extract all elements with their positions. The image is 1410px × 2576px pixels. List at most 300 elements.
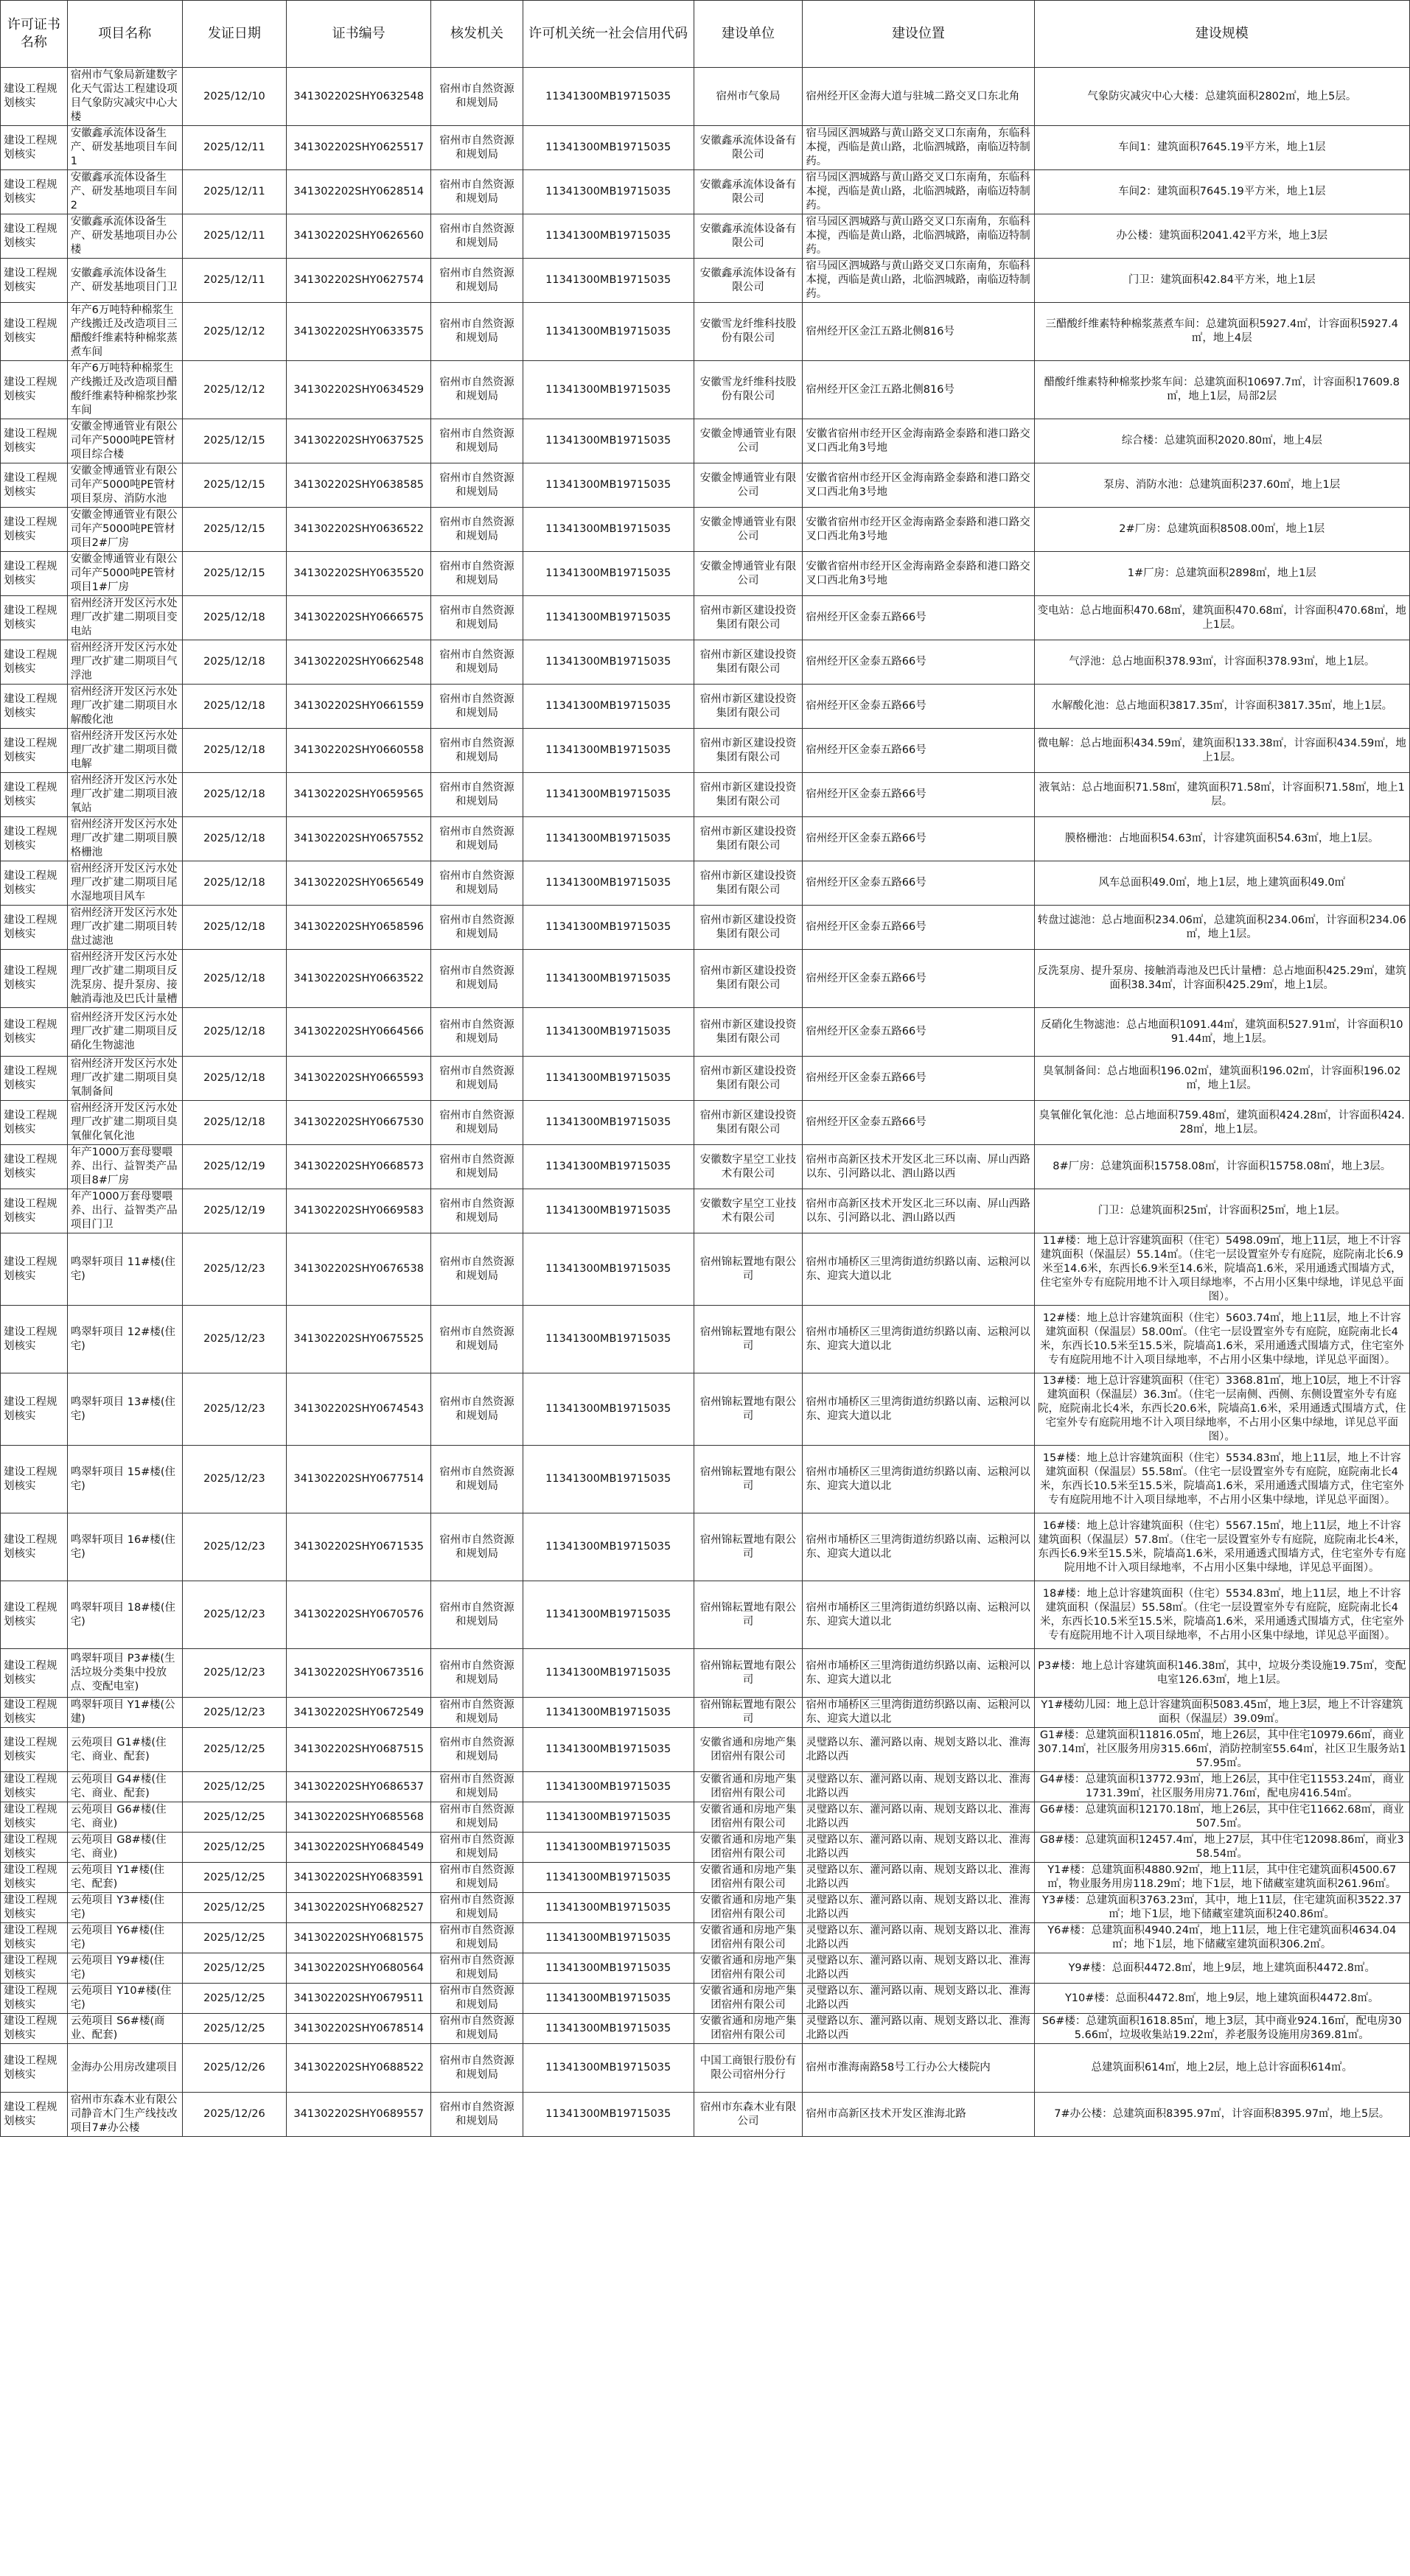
project-name-cell: 宿州经济开发区污水处理厂改扩建二期项目液氧站 [67, 773, 182, 817]
project-name-cell: 鸣翠轩项目 18#楼(住宅) [67, 1581, 182, 1649]
location-cell: 宿州市埇桥区三里湾街道纺织路以南、运粮河以东、迎宾大道以北 [803, 1698, 1034, 1728]
credit-code-cell: 11341300MB19715035 [523, 1446, 694, 1513]
project-name-cell: 云苑项目 Y10#楼(住宅) [67, 1984, 182, 2014]
project-name-cell: 安徽鑫承流体设备生产、研发基地项目办公楼 [67, 214, 182, 259]
scale-cell: 13#楼：地上总计容建筑面积（住宅）3368.81㎡，地上10层，地上不计容建筑面积（保温层）36.3㎡。（住宅一层南侧、西侧、东侧设置室外专有庭院，庭院南北长4米，东西长20.6米，院墙高1.6米，采用通透式围墙方式，住宅室外专有庭院用地不计入项目绿地率，不占用小区集中绿地，详见总平面图）。 [1034, 1373, 1409, 1446]
header-construction-unit: 建设单位 [694, 1, 803, 68]
table-row [1, 2044, 1410, 2093]
permit-type-cell: 建设工程规划核实 [1, 303, 68, 361]
construction-unit-cell: 安徽省通和房地产集团宿州有限公司 [694, 1953, 803, 1984]
issue-date-cell: 2025/12/23 [182, 1233, 286, 1306]
certificate-no-cell: 341302202SHY0625517 [287, 126, 431, 170]
issuing-authority-cell: 宿州市自然资源和规划局 [431, 1189, 523, 1233]
table-row [1, 1008, 1410, 1057]
issuing-authority-cell: 宿州市自然资源和规划局 [431, 640, 523, 685]
table-row [1, 861, 1410, 906]
credit-code-cell: 11341300MB19715035 [523, 1306, 694, 1373]
issuing-authority-cell: 宿州市自然资源和规划局 [431, 126, 523, 170]
issue-date-cell: 2025/12/25 [182, 1893, 286, 1923]
construction-unit-cell: 宿州锦耘置地有限公司 [694, 1513, 803, 1581]
credit-code-cell: 11341300MB19715035 [523, 419, 694, 463]
issue-date-cell: 2025/12/18 [182, 729, 286, 773]
issue-date-cell: 2025/12/11 [182, 170, 286, 214]
header-issue-date: 发证日期 [182, 1, 286, 68]
table-row [1, 1233, 1410, 1306]
construction-unit-cell: 宿州锦耘置地有限公司 [694, 1581, 803, 1649]
issuing-authority-cell: 宿州市自然资源和规划局 [431, 259, 523, 303]
permit-type-cell: 建设工程规划核实 [1, 1863, 68, 1893]
project-name-cell: 云苑项目 G8#楼(住宅、商业) [67, 1833, 182, 1863]
credit-code-cell: 11341300MB19715035 [523, 906, 694, 950]
table-row [1, 214, 1410, 259]
issue-date-cell: 2025/12/23 [182, 1446, 286, 1513]
construction-unit-cell: 安徽省通和房地产集团宿州有限公司 [694, 1984, 803, 2014]
permit-type-cell: 建设工程规划核实 [1, 1101, 68, 1145]
project-name-cell: 鸣翠轩项目 15#楼(住宅) [67, 1446, 182, 1513]
permit-type-cell: 建设工程规划核实 [1, 1923, 68, 1953]
issuing-authority-cell: 宿州市自然资源和规划局 [431, 1101, 523, 1145]
table-row [1, 1306, 1410, 1373]
credit-code-cell: 11341300MB19715035 [523, 552, 694, 596]
project-name-cell: 安徽鑫承流体设备生产、研发基地项目车间1 [67, 126, 182, 170]
issue-date-cell: 2025/12/12 [182, 303, 286, 361]
location-cell: 宿州经开区金泰五路66号 [803, 685, 1034, 729]
credit-code-cell: 11341300MB19715035 [523, 2014, 694, 2044]
certificate-no-cell: 341302202SHY0685568 [287, 1802, 431, 1833]
certificate-no-cell: 341302202SHY0669583 [287, 1189, 431, 1233]
scale-cell: 反硝化生物滤池：总占地面积1091.44㎡，建筑面积527.91㎡，计容面积1091.44㎡，地上1层。 [1034, 1008, 1409, 1057]
scale-cell: 12#楼：地上总计容建筑面积（住宅）5603.74㎡，地上11层，地上不计容建筑面积（保温层）58.00㎡。（住宅一层设置室外专有庭院，庭院南北长4米，东西长10.5米至15.5米，院墙高1.6米，采用通透式围墙方式，住宅室外专有庭院用地不计入项目绿地率，不占用小区集中绿地，详见总平面图）。 [1034, 1306, 1409, 1373]
location-cell: 宿马园区泗城路与黄山路交叉口东南角，东临科本搅，西临是黄山路，北临泗城路，南临迈特制药。 [803, 170, 1034, 214]
permit-type-cell: 建设工程规划核实 [1, 1233, 68, 1306]
scale-cell: 门卫：建筑面积42.84平方米，地上1层 [1034, 259, 1409, 303]
table-row [1, 596, 1410, 640]
project-name-cell: 鸣翠轩项目 12#楼(住宅) [67, 1306, 182, 1373]
credit-code-cell: 11341300MB19715035 [523, 1233, 694, 1306]
issuing-authority-cell: 宿州市自然资源和规划局 [431, 68, 523, 126]
permit-type-cell: 建设工程规划核实 [1, 1649, 68, 1698]
location-cell: 宿州市高新区技术开发区北三环以南、屏山西路以东、引河路以北、泗山路以西 [803, 1145, 1034, 1189]
construction-unit-cell: 安徽省通和房地产集团宿州有限公司 [694, 1863, 803, 1893]
credit-code-cell: 11341300MB19715035 [523, 1984, 694, 2014]
permit-type-cell: 建设工程规划核实 [1, 1446, 68, 1513]
issue-date-cell: 2025/12/18 [182, 1057, 286, 1101]
table-row [1, 685, 1410, 729]
location-cell: 宿马园区泗城路与黄山路交叉口东南角，东临科本搅，西临是黄山路，北临泗城路，南临迈特制药。 [803, 126, 1034, 170]
issuing-authority-cell: 宿州市自然资源和规划局 [431, 685, 523, 729]
project-name-cell: 年产6万吨特种棉浆生产线搬迁及改造项目三醋酸纤维素特种棉浆蒸煮车间 [67, 303, 182, 361]
scale-cell: 反洗泵房、提升泵房、接触消毒池及巴氏计量槽：总占地面积425.29㎡，建筑面积38.34㎡，计容面积425.29㎡，地上1层。 [1034, 950, 1409, 1008]
construction-unit-cell: 安徽省通和房地产集团宿州有限公司 [694, 1728, 803, 1772]
credit-code-cell: 11341300MB19715035 [523, 1101, 694, 1145]
issuing-authority-cell: 宿州市自然资源和规划局 [431, 419, 523, 463]
issuing-authority-cell: 宿州市自然资源和规划局 [431, 596, 523, 640]
table-row [1, 1145, 1410, 1189]
table-row [1, 463, 1410, 508]
project-name-cell: 宿州市气象局新建数字化天气雷达工程建设项目气象防灾减灾中心大楼 [67, 68, 182, 126]
location-cell: 宿州经开区金泰五路66号 [803, 950, 1034, 1008]
issuing-authority-cell: 宿州市自然资源和规划局 [431, 214, 523, 259]
issue-date-cell: 2025/12/18 [182, 685, 286, 729]
issue-date-cell: 2025/12/25 [182, 1833, 286, 1863]
project-name-cell: 云苑项目 Y6#楼(住宅) [67, 1923, 182, 1953]
permit-type-cell: 建设工程规划核实 [1, 1728, 68, 1772]
permit-type-cell: 建设工程规划核实 [1, 214, 68, 259]
location-cell: 宿州经开区金江五路北侧816号 [803, 303, 1034, 361]
permit-type-cell: 建设工程规划核实 [1, 596, 68, 640]
scale-cell: 综合楼：总建筑面积2020.80㎡，地上4层 [1034, 419, 1409, 463]
permit-type-cell: 建设工程规划核实 [1, 1306, 68, 1373]
table-row [1, 1101, 1410, 1145]
construction-unit-cell: 宿州市气象局 [694, 68, 803, 126]
issuing-authority-cell: 宿州市自然资源和规划局 [431, 1923, 523, 1953]
location-cell: 宿州经开区金泰五路66号 [803, 906, 1034, 950]
table-row [1, 1581, 1410, 1649]
permit-type-cell: 建设工程规划核实 [1, 463, 68, 508]
credit-code-cell: 11341300MB19715035 [523, 68, 694, 126]
location-cell: 宿州经开区金泰五路66号 [803, 640, 1034, 685]
construction-unit-cell: 宿州市新区建设投资集团有限公司 [694, 773, 803, 817]
table-row [1, 640, 1410, 685]
issue-date-cell: 2025/12/26 [182, 2044, 286, 2093]
permit-type-cell: 建设工程规划核实 [1, 1893, 68, 1923]
issue-date-cell: 2025/12/11 [182, 259, 286, 303]
project-name-cell: 宿州经济开发区污水处理厂改扩建二期项目臭氧制备间 [67, 1057, 182, 1101]
certificate-no-cell: 341302202SHY0627574 [287, 259, 431, 303]
issue-date-cell: 2025/12/18 [182, 817, 286, 861]
certificate-no-cell: 341302202SHY0681575 [287, 1923, 431, 1953]
location-cell: 宿州市埇桥区三里湾街道纺织路以南、运粮河以东、迎宾大道以北 [803, 1306, 1034, 1373]
issue-date-cell: 2025/12/19 [182, 1189, 286, 1233]
scale-cell: 18#楼：地上总计容建筑面积（住宅）5534.83㎡，地上11层，地上不计容建筑面积（保温层）55.58㎡。（住宅一层设置室外专有庭院，庭院南北长4米，东西长10.5米至15.5米，院墙高1.6米，采用通透式围墙方式，住宅室外专有庭院用地不计入项目绿地率，不占用小区集中绿地，详见总平面图）。 [1034, 1581, 1409, 1649]
construction-unit-cell: 安徽雪龙纤维科技股份有限公司 [694, 361, 803, 419]
certificate-no-cell: 341302202SHY0673516 [287, 1649, 431, 1698]
credit-code-cell: 11341300MB19715035 [523, 1802, 694, 1833]
permit-type-cell: 建设工程规划核实 [1, 685, 68, 729]
issue-date-cell: 2025/12/19 [182, 1145, 286, 1189]
certificate-no-cell: 341302202SHY0663522 [287, 950, 431, 1008]
project-name-cell: 鸣翠轩项目 13#楼(住宅) [67, 1373, 182, 1446]
issue-date-cell: 2025/12/18 [182, 861, 286, 906]
issue-date-cell: 2025/12/11 [182, 126, 286, 170]
issuing-authority-cell: 宿州市自然资源和规划局 [431, 1802, 523, 1833]
permit-type-cell: 建设工程规划核实 [1, 950, 68, 1008]
permit-type-cell: 建设工程规划核实 [1, 1008, 68, 1057]
table-row [1, 1189, 1410, 1233]
scale-cell: 气象防灾减灾中心大楼：总建筑面积2802㎡，地上5层。 [1034, 68, 1409, 126]
construction-unit-cell: 安徽金博通管业有限公司 [694, 419, 803, 463]
project-name-cell: 云苑项目 G6#楼(住宅、商业) [67, 1802, 182, 1833]
certificate-no-cell: 341302202SHY0636522 [287, 508, 431, 552]
table-row [1, 1649, 1410, 1698]
table-header-row [1, 1, 1410, 68]
scale-cell: 11#楼：地上总计容建筑面积（住宅）5498.09㎡，地上11层，地上不计容建筑面积（保温层）55.14㎡。（住宅一层设置室外专有庭院，庭院南北长6.9米至14.6米，东西长6.9米至14.6米，院墙高1.6米，采用通透式围墙方式，住宅室外专有庭院用地不计入项目绿地率，不占用小区集中绿地，详见总平面图）。 [1034, 1233, 1409, 1306]
scale-cell: G8#楼：总建筑面积12457.4㎡，地上27层，其中住宅12098.86㎡，商业358.54㎡。 [1034, 1833, 1409, 1863]
header-scale: 建设规模 [1034, 1, 1409, 68]
construction-unit-cell: 安徽雪龙纤维科技股份有限公司 [694, 303, 803, 361]
permit-type-cell: 建设工程规划核实 [1, 2014, 68, 2044]
certificate-no-cell: 341302202SHY0672549 [287, 1698, 431, 1728]
permit-type-cell: 建设工程规划核实 [1, 861, 68, 906]
table-row [1, 1863, 1410, 1893]
project-name-cell: 云苑项目 Y9#楼(住宅) [67, 1953, 182, 1984]
table-row [1, 508, 1410, 552]
construction-unit-cell: 宿州市新区建设投资集团有限公司 [694, 685, 803, 729]
issuing-authority-cell: 宿州市自然资源和规划局 [431, 1513, 523, 1581]
construction-unit-cell: 宿州市新区建设投资集团有限公司 [694, 861, 803, 906]
certificate-no-cell: 341302202SHY0661559 [287, 685, 431, 729]
location-cell: 宿州经开区金海大道与驻城二路交叉口东北角 [803, 68, 1034, 126]
table-row [1, 773, 1410, 817]
permit-type-cell: 建设工程规划核实 [1, 2044, 68, 2093]
table-row [1, 259, 1410, 303]
project-name-cell: 安徽鑫承流体设备生产、研发基地项目车间2 [67, 170, 182, 214]
scale-cell: S6#楼：总建筑面积1618.85㎡，地上3层，其中商业924.16㎡，配电房305.66㎡，垃圾收集站19.22㎡，养老服务设施用房369.81㎡。 [1034, 2014, 1409, 2044]
location-cell: 宿马园区泗城路与黄山路交叉口东南角，东临科本搅，西临是黄山路，北临泗城路，南临迈特制药。 [803, 214, 1034, 259]
location-cell: 宿州市高新区技术开发区淮海北路 [803, 2093, 1034, 2137]
project-name-cell: 安徽金博通管业有限公司年产5000吨PE管材项目综合楼 [67, 419, 182, 463]
project-name-cell: 宿州经济开发区污水处理厂改扩建二期项目微电解 [67, 729, 182, 773]
issuing-authority-cell: 宿州市自然资源和规划局 [431, 1649, 523, 1698]
construction-unit-cell: 中国工商银行股份有限公司宿州分行 [694, 2044, 803, 2093]
issue-date-cell: 2025/12/15 [182, 508, 286, 552]
certificate-no-cell: 341302202SHY0637525 [287, 419, 431, 463]
table-row [1, 1728, 1410, 1772]
construction-unit-cell: 安徽省通和房地产集团宿州有限公司 [694, 1772, 803, 1802]
issue-date-cell: 2025/12/25 [182, 1923, 286, 1953]
issuing-authority-cell: 宿州市自然资源和规划局 [431, 1057, 523, 1101]
certificate-no-cell: 341302202SHY0679511 [287, 1984, 431, 2014]
table-row [1, 361, 1410, 419]
header-project-name: 项目名称 [67, 1, 182, 68]
issue-date-cell: 2025/12/25 [182, 2014, 286, 2044]
issuing-authority-cell: 宿州市自然资源和规划局 [431, 508, 523, 552]
issuing-authority-cell: 宿州市自然资源和规划局 [431, 773, 523, 817]
permit-type-cell: 建设工程规划核实 [1, 361, 68, 419]
construction-unit-cell: 安徽鑫承流体设备有限公司 [694, 126, 803, 170]
issuing-authority-cell: 宿州市自然资源和规划局 [431, 861, 523, 906]
issue-date-cell: 2025/12/25 [182, 1953, 286, 1984]
location-cell: 宿州市淮海南路58号工行办公大楼院内 [803, 2044, 1034, 2093]
permit-type-cell: 建设工程规划核实 [1, 68, 68, 126]
issuing-authority-cell: 宿州市自然资源和规划局 [431, 303, 523, 361]
location-cell: 宿州市埇桥区三里湾街道纺织路以南、运粮河以东、迎宾大道以北 [803, 1233, 1034, 1306]
issuing-authority-cell: 宿州市自然资源和规划局 [431, 729, 523, 773]
issuing-authority-cell: 宿州市自然资源和规划局 [431, 1893, 523, 1923]
permit-type-cell: 建设工程规划核实 [1, 773, 68, 817]
scale-cell: 车间1：建筑面积7645.19平方米，地上1层 [1034, 126, 1409, 170]
scale-cell: 车间2：建筑面积7645.19平方米，地上1层 [1034, 170, 1409, 214]
certificate-no-cell: 341302202SHY0674543 [287, 1373, 431, 1446]
construction-unit-cell: 安徽省通和房地产集团宿州有限公司 [694, 1833, 803, 1863]
scale-cell: Y1#楼幼儿园：地上总计容建筑面积5083.45㎡，地上3层，地上不计容建筑面积（保温层）39.09㎡。 [1034, 1698, 1409, 1728]
certificate-no-cell: 341302202SHY0664566 [287, 1008, 431, 1057]
scale-cell: P3#楼：地上总计容建筑面积146.38㎡，其中，垃圾分类设施19.75㎡，变配电室126.63㎡，地上1层。 [1034, 1649, 1409, 1698]
issue-date-cell: 2025/12/11 [182, 214, 286, 259]
credit-code-cell: 11341300MB19715035 [523, 2044, 694, 2093]
construction-unit-cell: 宿州锦耘置地有限公司 [694, 1446, 803, 1513]
issuing-authority-cell: 宿州市自然资源和规划局 [431, 1953, 523, 1984]
certificate-no-cell: 341302202SHY0684549 [287, 1833, 431, 1863]
issue-date-cell: 2025/12/12 [182, 361, 286, 419]
header-issuing-authority: 核发机关 [431, 1, 523, 68]
table-row [1, 1057, 1410, 1101]
issue-date-cell: 2025/12/18 [182, 596, 286, 640]
permit-type-cell: 建设工程规划核实 [1, 729, 68, 773]
permit-type-cell: 建设工程规划核实 [1, 1953, 68, 1984]
table-row [1, 552, 1410, 596]
certificate-no-cell: 341302202SHY0660558 [287, 729, 431, 773]
issuing-authority-cell: 宿州市自然资源和规划局 [431, 1863, 523, 1893]
table-row [1, 419, 1410, 463]
credit-code-cell: 11341300MB19715035 [523, 1698, 694, 1728]
permit-type-cell: 建设工程规划核实 [1, 640, 68, 685]
certificate-no-cell: 341302202SHY0683591 [287, 1863, 431, 1893]
permit-type-cell: 建设工程规划核实 [1, 1513, 68, 1581]
scale-cell: 三醋酸纤维素特种棉浆蒸煮车间：总建筑面积5927.4㎡，计容面积5927.4㎡，地上4层 [1034, 303, 1409, 361]
scale-cell: 气浮池：总占地面积378.93㎡，计容面积378.93㎡，地上1层。 [1034, 640, 1409, 685]
scale-cell: 膜格栅池：占地面积54.63㎡，计容建筑面积54.63㎡，地上1层。 [1034, 817, 1409, 861]
issue-date-cell: 2025/12/15 [182, 419, 286, 463]
permit-type-cell: 建设工程规划核实 [1, 508, 68, 552]
scale-cell: 转盘过滤池：总占地面积234.06㎡，总建筑面积234.06㎡，计容面积234.06㎡，地上1层。 [1034, 906, 1409, 950]
issuing-authority-cell: 宿州市自然资源和规划局 [431, 950, 523, 1008]
table-row [1, 729, 1410, 773]
issue-date-cell: 2025/12/10 [182, 68, 286, 126]
scale-cell: Y10#楼：总面积4472.8㎡，地上9层，地上建筑面积4472.8㎡。 [1034, 1984, 1409, 2014]
scale-cell: 办公楼：建筑面积2041.42平方米，地上3层 [1034, 214, 1409, 259]
issuing-authority-cell: 宿州市自然资源和规划局 [431, 906, 523, 950]
project-name-cell: 云苑项目 G4#楼(住宅、商业、配套) [67, 1772, 182, 1802]
issue-date-cell: 2025/12/23 [182, 1373, 286, 1446]
project-name-cell: 宿州经济开发区污水处理厂改扩建二期项目水解酸化池 [67, 685, 182, 729]
credit-code-cell: 11341300MB19715035 [523, 1649, 694, 1698]
certificate-no-cell: 341302202SHY0632548 [287, 68, 431, 126]
issuing-authority-cell: 宿州市自然资源和规划局 [431, 1145, 523, 1189]
location-cell: 宿州市埇桥区三里湾街道纺织路以南、运粮河以东、迎宾大道以北 [803, 1373, 1034, 1446]
table-row [1, 1513, 1410, 1581]
certificate-no-cell: 341302202SHY0667530 [287, 1101, 431, 1145]
scale-cell: 1#厂房：总建筑面积2898㎡，地上1层 [1034, 552, 1409, 596]
certificate-no-cell: 341302202SHY0675525 [287, 1306, 431, 1373]
project-name-cell: 云苑项目 S6#楼(商业、配套) [67, 2014, 182, 2044]
certificate-no-cell: 341302202SHY0678514 [287, 2014, 431, 2044]
scale-cell: 2#厂房：总建筑面积8508.00㎡，地上1层 [1034, 508, 1409, 552]
scale-cell: 臭氧制备间：总占地面积196.02㎡，建筑面积196.02㎡，计容面积196.02㎡，地上1层。 [1034, 1057, 1409, 1101]
scale-cell: 风车总面积49.0㎡，地上1层，地上建筑面积49.0㎡ [1034, 861, 1409, 906]
permit-type-cell: 建设工程规划核实 [1, 170, 68, 214]
project-name-cell: 年产1000万套母婴喂养、出行、益智类产品项目8#厂房 [67, 1145, 182, 1189]
table-row [1, 950, 1410, 1008]
certificate-no-cell: 341302202SHY0634529 [287, 361, 431, 419]
permit-type-cell: 建设工程规划核实 [1, 1802, 68, 1833]
issue-date-cell: 2025/12/25 [182, 1728, 286, 1772]
credit-code-cell: 11341300MB19715035 [523, 596, 694, 640]
credit-code-cell: 11341300MB19715035 [523, 361, 694, 419]
scale-cell: 泵房、消防水池：总建筑面积237.60㎡，地上1层 [1034, 463, 1409, 508]
project-name-cell: 云苑项目 G1#楼(住宅、商业、配套) [67, 1728, 182, 1772]
table-row [1, 68, 1410, 126]
location-cell: 宿州经开区金江五路北侧816号 [803, 361, 1034, 419]
location-cell: 宿州经开区金泰五路66号 [803, 1057, 1034, 1101]
scale-cell: 15#楼：地上总计容建筑面积（住宅）5534.83㎡，地上11层，地上不计容建筑面积（保温层）55.58㎡。（住宅一层设置室外专有庭院，庭院南北长4米，东西长10.5米至15.5米，院墙高1.6米，采用通透式围墙方式，住宅室外专有庭院用地不计入项目绿地率，不占用小区集中绿地，详见总平面图）。 [1034, 1446, 1409, 1513]
construction-unit-cell: 安徽数字星空工业技术有限公司 [694, 1145, 803, 1189]
header-credit-code: 许可机关统一社会信用代码 [523, 1, 694, 68]
table-row [1, 170, 1410, 214]
issue-date-cell: 2025/12/23 [182, 1698, 286, 1728]
credit-code-cell: 11341300MB19715035 [523, 463, 694, 508]
location-cell: 宿州经开区金泰五路66号 [803, 773, 1034, 817]
certificate-no-cell: 341302202SHY0686537 [287, 1772, 431, 1802]
scale-cell: 门卫：总建筑面积25㎡，计容面积25㎡，地上1层。 [1034, 1189, 1409, 1233]
scale-cell: G1#楼：总建筑面积11816.05㎡，地上26层，其中住宅10979.66㎡，商业307.14㎡，社区服务用房315.66㎡，消防控制室55.64㎡，社区卫生服务站157.95㎡。 [1034, 1728, 1409, 1772]
credit-code-cell: 11341300MB19715035 [523, 1772, 694, 1802]
location-cell: 灵璧路以东、灌河路以南、规划支路以北、淮海北路以西 [803, 1833, 1034, 1863]
location-cell: 宿州经开区金泰五路66号 [803, 729, 1034, 773]
certificate-no-cell: 341302202SHY0626560 [287, 214, 431, 259]
construction-unit-cell: 宿州锦耘置地有限公司 [694, 1698, 803, 1728]
scale-cell: Y1#楼：总建筑面积4880.92㎡，地上11层，其中住宅建筑面积4500.67㎡，物业服务用房118.29㎡；地下1层，地下储藏室建筑面积261.96㎡。 [1034, 1863, 1409, 1893]
project-name-cell: 宿州经济开发区污水处理厂改扩建二期项目尾水湿地项目风车 [67, 861, 182, 906]
permit-type-cell: 建设工程规划核实 [1, 817, 68, 861]
scale-cell: 臭氧催化氧化池：总占地面积759.48㎡，建筑面积424.28㎡，计容面积424.28㎡，地上1层。 [1034, 1101, 1409, 1145]
construction-unit-cell: 安徽鑫承流体设备有限公司 [694, 214, 803, 259]
construction-unit-cell: 宿州市新区建设投资集团有限公司 [694, 906, 803, 950]
project-name-cell: 宿州经济开发区污水处理厂改扩建二期项目反硝化生物滤池 [67, 1008, 182, 1057]
issuing-authority-cell: 宿州市自然资源和规划局 [431, 552, 523, 596]
project-name-cell: 宿州市东森木业有限公司静音木门生产线技改项目7#办公楼 [67, 2093, 182, 2137]
location-cell: 灵璧路以东、灌河路以南、规划支路以北、淮海北路以西 [803, 1863, 1034, 1893]
project-name-cell: 年产1000万套母婴喂养、出行、益智类产品项目门卫 [67, 1189, 182, 1233]
permit-type-cell: 建设工程规划核实 [1, 1772, 68, 1802]
certificate-no-cell: 341302202SHY0677514 [287, 1446, 431, 1513]
location-cell: 灵璧路以东、灌河路以南、规划支路以北、淮海北路以西 [803, 1728, 1034, 1772]
certificate-no-cell: 341302202SHY0689557 [287, 2093, 431, 2137]
permit-type-cell: 建设工程规划核实 [1, 1057, 68, 1101]
credit-code-cell: 11341300MB19715035 [523, 1923, 694, 1953]
table-row [1, 303, 1410, 361]
location-cell: 安徽省宿州市经开区金海南路金泰路和港口路交叉口西北角3号地 [803, 508, 1034, 552]
table-row [1, 817, 1410, 861]
issue-date-cell: 2025/12/15 [182, 463, 286, 508]
construction-unit-cell: 宿州市新区建设投资集团有限公司 [694, 640, 803, 685]
issue-date-cell: 2025/12/23 [182, 1581, 286, 1649]
scale-cell: 微电解：总占地面积434.59㎡，建筑面积133.38㎡，计容面积434.59㎡，地上1层。 [1034, 729, 1409, 773]
certificate-no-cell: 341302202SHY0628514 [287, 170, 431, 214]
permit-type-cell: 建设工程规划核实 [1, 906, 68, 950]
table-row [1, 1953, 1410, 1984]
construction-unit-cell: 宿州市新区建设投资集团有限公司 [694, 1101, 803, 1145]
certificate-no-cell: 341302202SHY0633575 [287, 303, 431, 361]
issuing-authority-cell: 宿州市自然资源和规划局 [431, 1008, 523, 1057]
credit-code-cell: 11341300MB19715035 [523, 773, 694, 817]
construction-unit-cell: 安徽金博通管业有限公司 [694, 508, 803, 552]
credit-code-cell: 11341300MB19715035 [523, 1008, 694, 1057]
construction-unit-cell: 宿州锦耘置地有限公司 [694, 1306, 803, 1373]
credit-code-cell: 11341300MB19715035 [523, 1581, 694, 1649]
credit-code-cell: 11341300MB19715035 [523, 1189, 694, 1233]
certificate-no-cell: 341302202SHY0687515 [287, 1728, 431, 1772]
credit-code-cell: 11341300MB19715035 [523, 214, 694, 259]
permit-type-cell: 建设工程规划核实 [1, 1833, 68, 1863]
project-name-cell: 安徽金博通管业有限公司年产5000吨PE管材项目泵房、消防水池 [67, 463, 182, 508]
construction-unit-cell: 安徽省通和房地产集团宿州有限公司 [694, 2014, 803, 2044]
credit-code-cell: 11341300MB19715035 [523, 2093, 694, 2137]
permit-type-cell: 建设工程规划核实 [1, 1698, 68, 1728]
permit-type-cell: 建设工程规划核实 [1, 1373, 68, 1446]
project-name-cell: 鸣翠轩项目 P3#楼(生活垃圾分类集中投放点、变配电室) [67, 1649, 182, 1698]
issuing-authority-cell: 宿州市自然资源和规划局 [431, 1373, 523, 1446]
